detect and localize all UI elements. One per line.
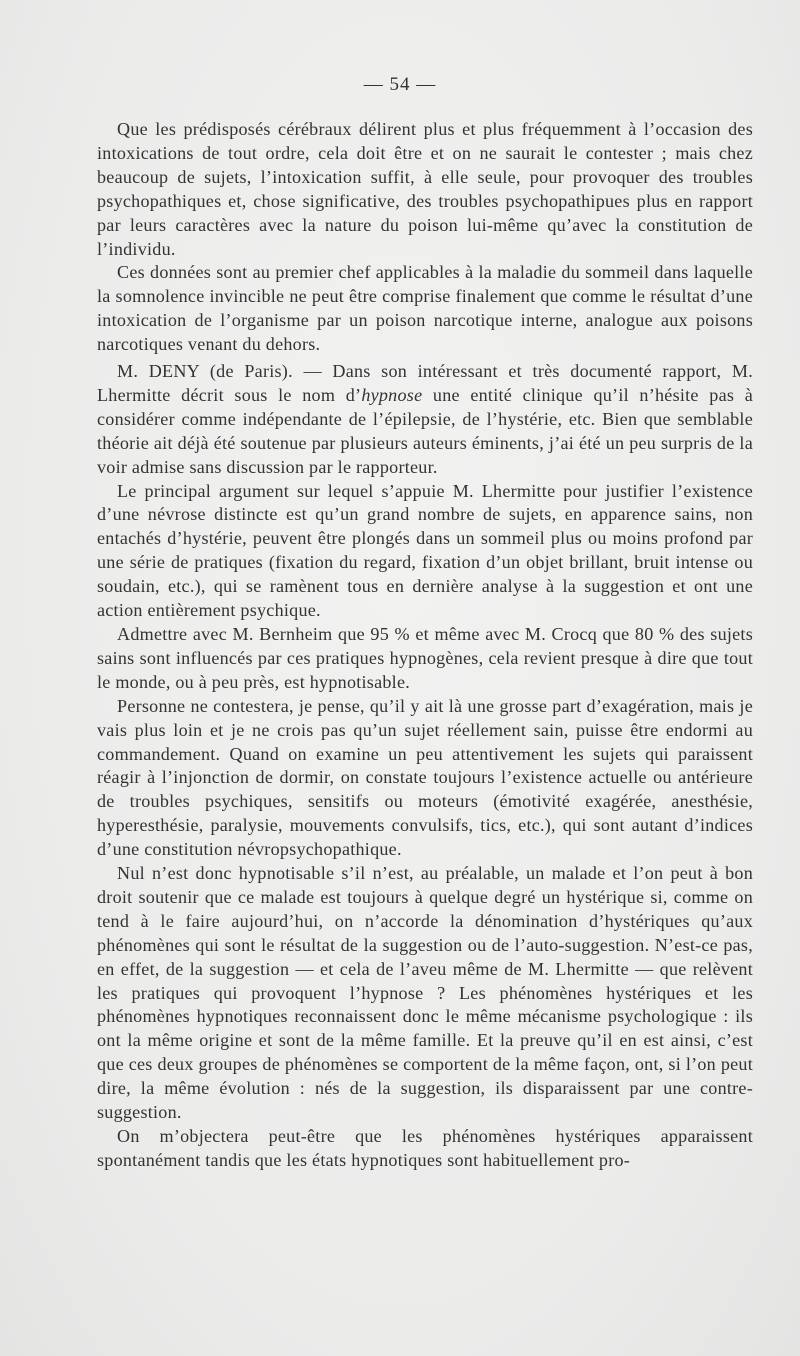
- paragraph-last: On m’objectera peut-être que les phénomènes hystériques apparaissent spontanément tandis que les états hypnotiques sont habituellement pro-: [97, 1126, 753, 1170]
- text-run: une entité clinique qu’il n’hésite pas à considérer comme indépendante de l’épilepsie, de l’hystérie, etc. Bien que semblable théorie ait déjà été soutenue par plusieurs auteurs éminents, j’ai été un peu surpris de la voir admise sans discussion par le rapporteur.: [97, 384, 753, 477]
- section-intoxication: [97, 118, 753, 357]
- paragraph: Que les prédisposés cérébraux délirent plus et plus fréquemment à l’occasion des intoxications de tout ordre, cela doit être et on ne saurait le contester ; mais chez beaucoup de sujets, l’intoxication suffit, à elle seule, pour provoquer des troubles psychopathiques et, chose significative, des troubles psychopathipues plus en rapport par leurs caractères avec la nature du poison lui-même qu’avec la constitution de l’individu.: [97, 119, 753, 259]
- page-number: — 54 —: [363, 74, 437, 95]
- italic-term: hypnose: [361, 384, 423, 405]
- paragraph: Ces données sont au premier chef applicables à la maladie du sommeil dans laquelle la somnolence invincible ne peut être comprise finalement que comme le résultat d’une intoxication de l’organisme par un poison narcotique interne, analogue aux poisons narcotiques venant du dehors.: [97, 262, 753, 355]
- section-deny: [97, 360, 753, 1173]
- paragraph-deny-intro: [97, 360, 753, 480]
- paragraph: Admettre avec M. Bernheim que 95 % et même avec M. Crocq que 80 % des sujets sains sont influencés par ces pratiques hypnogènes, cela revient presque à dire que tout le monde, ou à peu près, est hypnotisable.: [97, 623, 753, 692]
- paragraph: Personne ne contestera, je pense, qu’il y ait là une grosse part d’exagération, mais je vais plus loin et je ne crois pas qu’un sujet réellement sain, puisse être endormi au commandement. Quand on examine un peu attentivement les sujets qui paraissent réagir à l’injonction de dormir, on constate toujours l’existence actuelle ou antérieure de troubles psychiques, sensitifs ou moteurs (émotivité exagérée, anesthésie, hyperesthésie, paralysie, mouvements convulsifs, tics, etc.), qui sont autant d’indices d’une constitution névropsychopathique.: [97, 695, 753, 860]
- text-run: M. DENY (de Paris). — Dans son intéressant et très documenté rapport, M. Lhermitte décrit sous le nom d’: [97, 361, 753, 405]
- paragraph: Nul n’est donc hypnotisable s’il n’est, au préalable, un malade et l’on peut à bon droit soutenir que ce malade est toujours à quelque degré un hystérique si, comme on tend à le faire aujourd’hui, on n’accorde la dénomination d’hystériques qu’aux phénomènes qui sont le résultat de la suggestion ou de l’auto-suggestion. N’est-ce pas, en effet, de la suggestion — et cela de l’aveu même de M. Lhermitte — que relèvent les pratiques qui provoquent l’hypnose ? Les phénomènes hystériques et les phénomènes hypnotiques reconnaissent donc le même mécanisme psychologique : ils ont la même origine et sont de la même famille. Et la preuve qu’il en est ainsi, c’est que ces deux groupes de phénomènes se comportent de la même façon, ont, si l’on peut dire, la même évolution : nés de la suggestion, ils disparaissent par une contre-suggestion.: [97, 863, 753, 1123]
- paragraph: Le principal argument sur lequel s’appuie M. Lhermitte pour justifier l’existence d’une névrose distincte est qu’un grand nombre de sujets, en apparence sains, non entachés d’hystérie, peuvent être plongés dans un sommeil plus ou moins profond par une série de pratiques (fixation du regard, fixation d’un objet brillant, bruit intense ou soudain, etc.), qui se ramènent tous en dernière analyse à la suggestion et ont une action entièrement psychique.: [97, 480, 753, 621]
